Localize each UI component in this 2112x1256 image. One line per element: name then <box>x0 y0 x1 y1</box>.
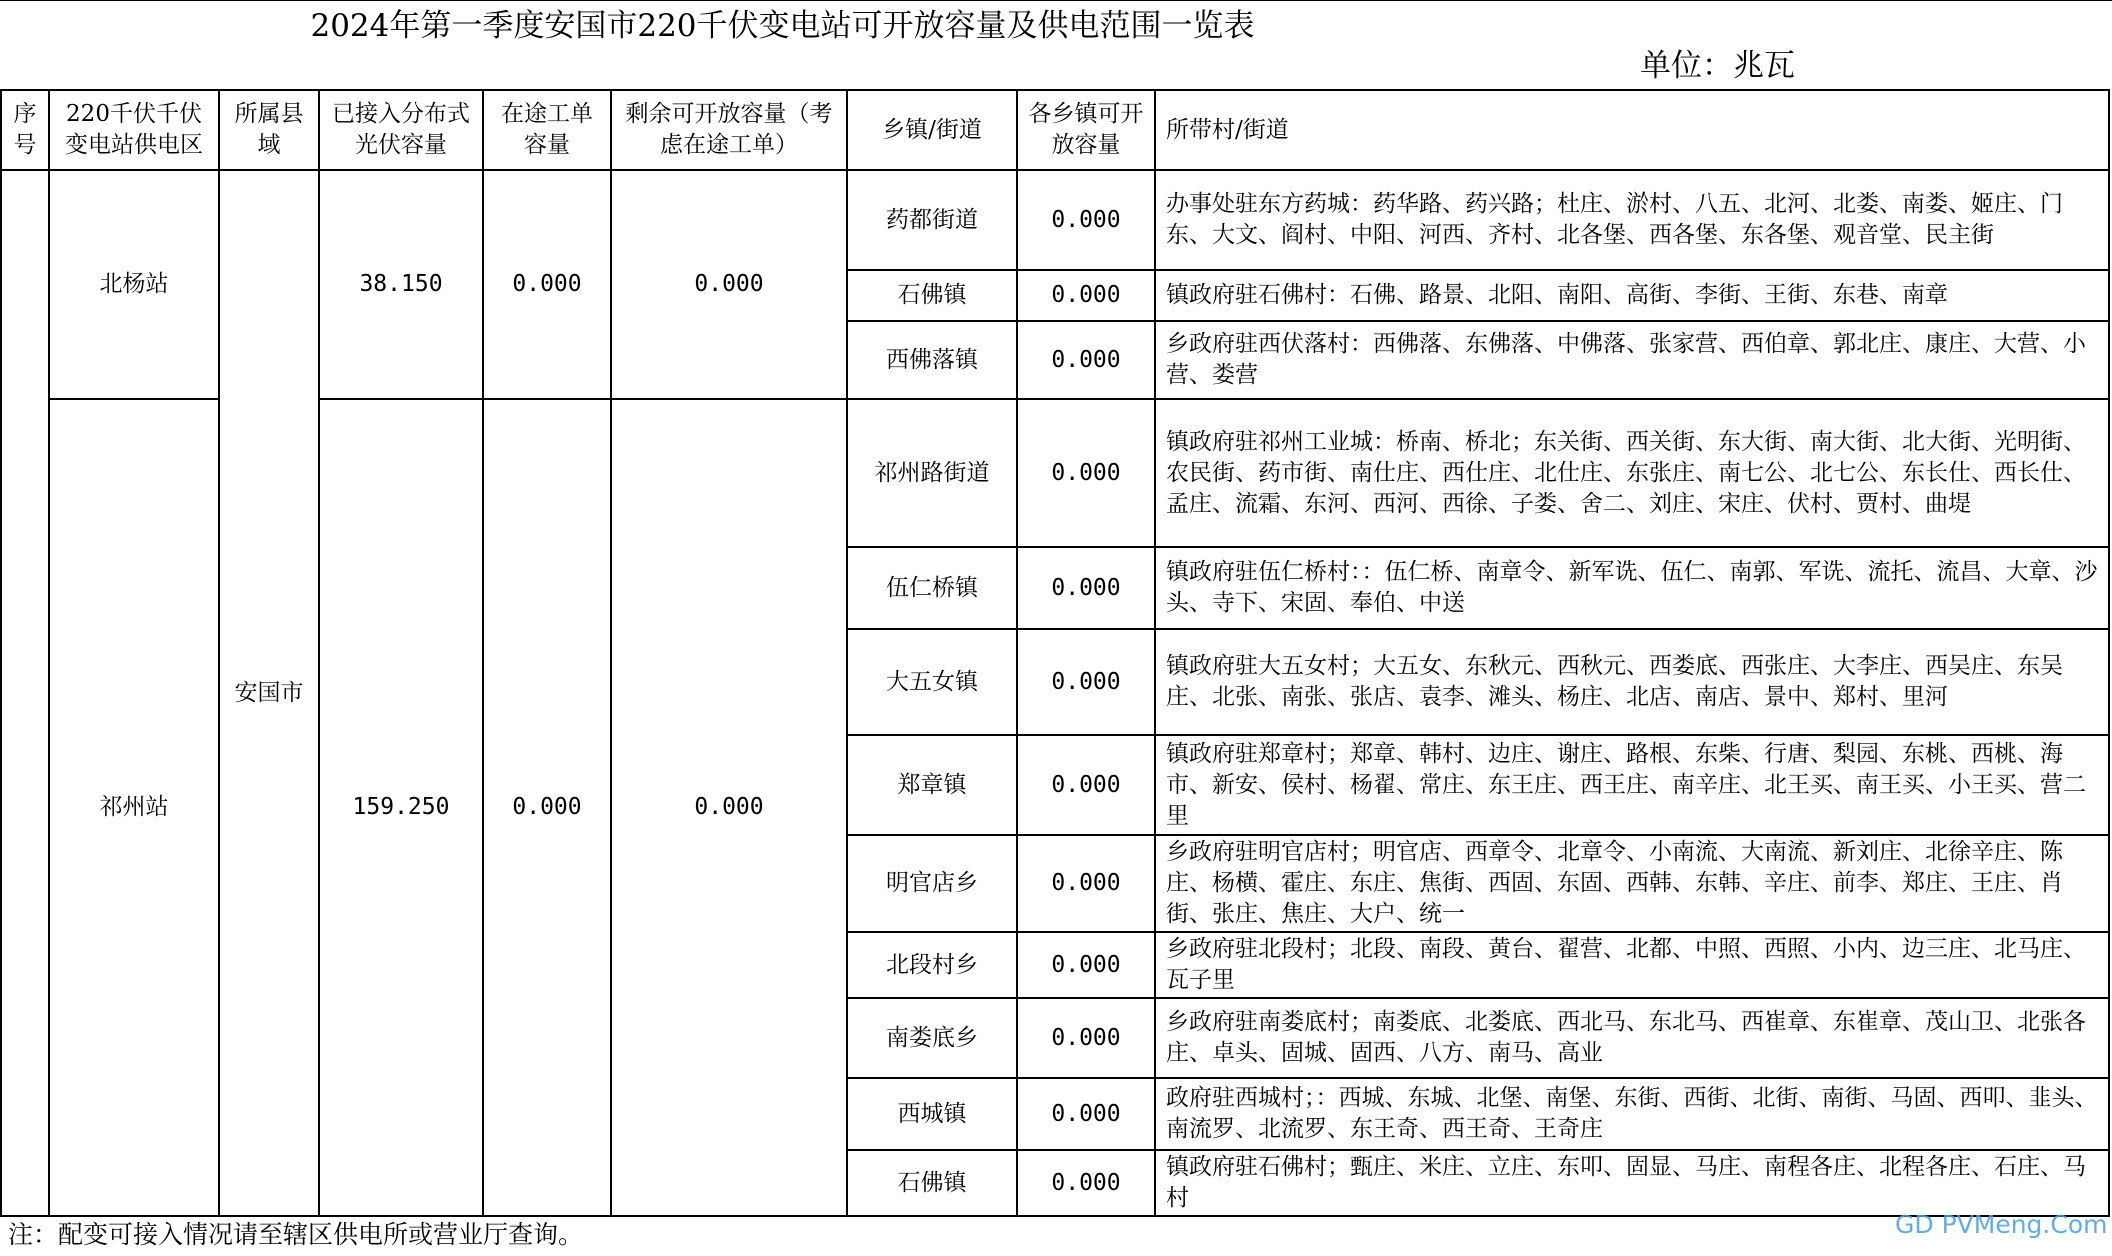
town-name: 药都街道 <box>847 170 1017 270</box>
town-name: 南娄底乡 <box>847 998 1017 1078</box>
town-name: 西城镇 <box>847 1078 1017 1150</box>
header-row <box>1 90 2109 170</box>
header-remaining: 剩余可开放容量（考虑在途工单） <box>611 90 847 170</box>
header-in-transit: 在途工单容量 <box>483 90 611 170</box>
remaining-value: 0.000 <box>611 170 847 399</box>
header-town-capacity: 各乡镇可开放容量 <box>1017 90 1155 170</box>
town-capacity: 0.000 <box>1017 321 1155 399</box>
villages-text: 镇政府驻祁州工业城：桥南、桥北；东关街、西关街、东大街、南大街、北大街、光明街、农民街、药市街、南仕庄、西仕庄、北仕庄、东张庄、南七公、北七公、东长仕、西长仕、孟庄、流霜、东河、西河、西徐、子娄、舍二、刘庄、宋庄、伏村、贾村、曲堤 <box>1155 399 2109 547</box>
town-capacity: 0.000 <box>1017 735 1155 835</box>
town-name: 大五女镇 <box>847 629 1017 735</box>
town-name: 北段村乡 <box>847 932 1017 998</box>
connected-pv-value: 38.150 <box>319 170 483 399</box>
unit-label: 单位：兆瓦 <box>1640 48 1795 84</box>
seq-cell <box>1 170 49 1216</box>
town-name: 郑章镇 <box>847 735 1017 835</box>
connected-pv-value: 159.250 <box>319 399 483 1216</box>
header-station: 220千伏千伏变电站供电区 <box>49 90 219 170</box>
villages-text: 镇政府驻伍仁桥村：：伍仁桥、南章令、新军诜、伍仁、南郭、军诜、流托、流昌、大章、沙头、寺下、宋固、奉伯、中送 <box>1155 547 2109 629</box>
watermark: GD PVMeng.Com <box>1895 1210 2108 1239</box>
county-name: 安国市 <box>219 170 319 1216</box>
station-name: 祁州站 <box>49 399 219 1216</box>
villages-text: 乡政府驻西伏落村：西佛落、东佛落、中佛落、张家营、西伯章、郭北庄、康庄、大营、小营、娄营 <box>1155 321 2109 399</box>
header-town: 乡镇/街道 <box>847 90 1017 170</box>
town-capacity: 0.000 <box>1017 270 1155 321</box>
town-capacity: 0.000 <box>1017 1078 1155 1150</box>
town-name: 西佛落镇 <box>847 321 1017 399</box>
town-capacity: 0.000 <box>1017 547 1155 629</box>
town-capacity: 0.000 <box>1017 932 1155 998</box>
villages-text: 办事处驻东方药城：药华路、药兴路；杜庄、淤村、八五、北河、北娄、南娄、姬庄、门东、大文、阎村、中阳、河西、齐村、北各堡、西各堡、东各堡、观音堂、民主街 <box>1155 170 2109 270</box>
town-capacity: 0.000 <box>1017 629 1155 735</box>
villages-text: 乡政府驻明官店村；明官店、西章令、北章令、小南流、大南流、新刘庄、北徐辛庄、陈庄、杨横、霍庄、东庄、焦街、西固、东固、西韩、东韩、辛庄、前李、郑庄、王庄、肖街、张庄、焦庄、大户、统一 <box>1155 835 2109 932</box>
page-title: 2024年第一季度安国市220千伏变电站可开放容量及供电范围一览表 <box>310 8 1255 44</box>
town-name: 伍仁桥镇 <box>847 547 1017 629</box>
table-row <box>1 170 2109 270</box>
header-county: 所属县域 <box>219 90 319 170</box>
top-border <box>0 0 2112 1</box>
town-name: 明官店乡 <box>847 835 1017 932</box>
in-transit-value: 0.000 <box>483 170 611 399</box>
town-capacity: 0.000 <box>1017 998 1155 1078</box>
header-villages: 所带村/街道 <box>1155 90 2109 170</box>
remaining-value: 0.000 <box>611 399 847 1216</box>
villages-text: 镇政府驻郑章村；郑章、韩村、边庄、谢庄、路根、东柴、行唐、梨园、东桃、西桃、海市、新安、侯村、杨翟、常庄、东王庄、西王庄、南辛庄、北王买、南王买、小王买、营二里 <box>1155 735 2109 835</box>
town-name: 石佛镇 <box>847 1150 1017 1216</box>
villages-text: 镇政府驻大五女村；大五女、东秋元、西秋元、西娄底、西张庄、大李庄、西吴庄、东吴庄、北张、南张、张店、袁李、滩头、杨庄、北店、南店、景中、郑村、里河 <box>1155 629 2109 735</box>
town-name: 祁州路街道 <box>847 399 1017 547</box>
villages-text: 镇政府驻石佛村：石佛、路景、北阳、南阳、高街、李街、王街、东巷、南章 <box>1155 270 2109 321</box>
footnote: 注：配变可接入情况请至辖区供电所或营业厅查询。 <box>8 1220 584 1249</box>
capacity-table <box>0 89 2110 1217</box>
villages-text: 乡政府驻北段村；北段、南段、黄台、翟营、北都、中照、西照、小内、边三庄、北马庄、瓦子里 <box>1155 932 2109 998</box>
town-capacity: 0.000 <box>1017 170 1155 270</box>
town-capacity: 0.000 <box>1017 1150 1155 1216</box>
in-transit-value: 0.000 <box>483 399 611 1216</box>
town-name: 石佛镇 <box>847 270 1017 321</box>
header-connected-pv: 已接入分布式光伏容量 <box>319 90 483 170</box>
villages-text: 乡政府驻南娄底村；南娄底、北娄底、西北马、东北马、西崔章、东崔章、茂山卫、北张各庄、卓头、固城、固西、八方、南马、高业 <box>1155 998 2109 1078</box>
header-seq: 序号 <box>1 90 49 170</box>
town-capacity: 0.000 <box>1017 835 1155 932</box>
town-capacity: 0.000 <box>1017 399 1155 547</box>
villages-text: 镇政府驻石佛村；甄庄、米庄、立庄、东叩、固显、马庄、南程各庄、北程各庄、石庄、马村 <box>1155 1150 2109 1216</box>
station-name: 北杨站 <box>49 170 219 399</box>
villages-text: 政府驻西城村；：西城、东城、北堡、南堡、东街、西街、北街、南街、马固、西叩、韭头、南流罗、北流罗、东王奇、西王奇、王奇庄 <box>1155 1078 2109 1150</box>
